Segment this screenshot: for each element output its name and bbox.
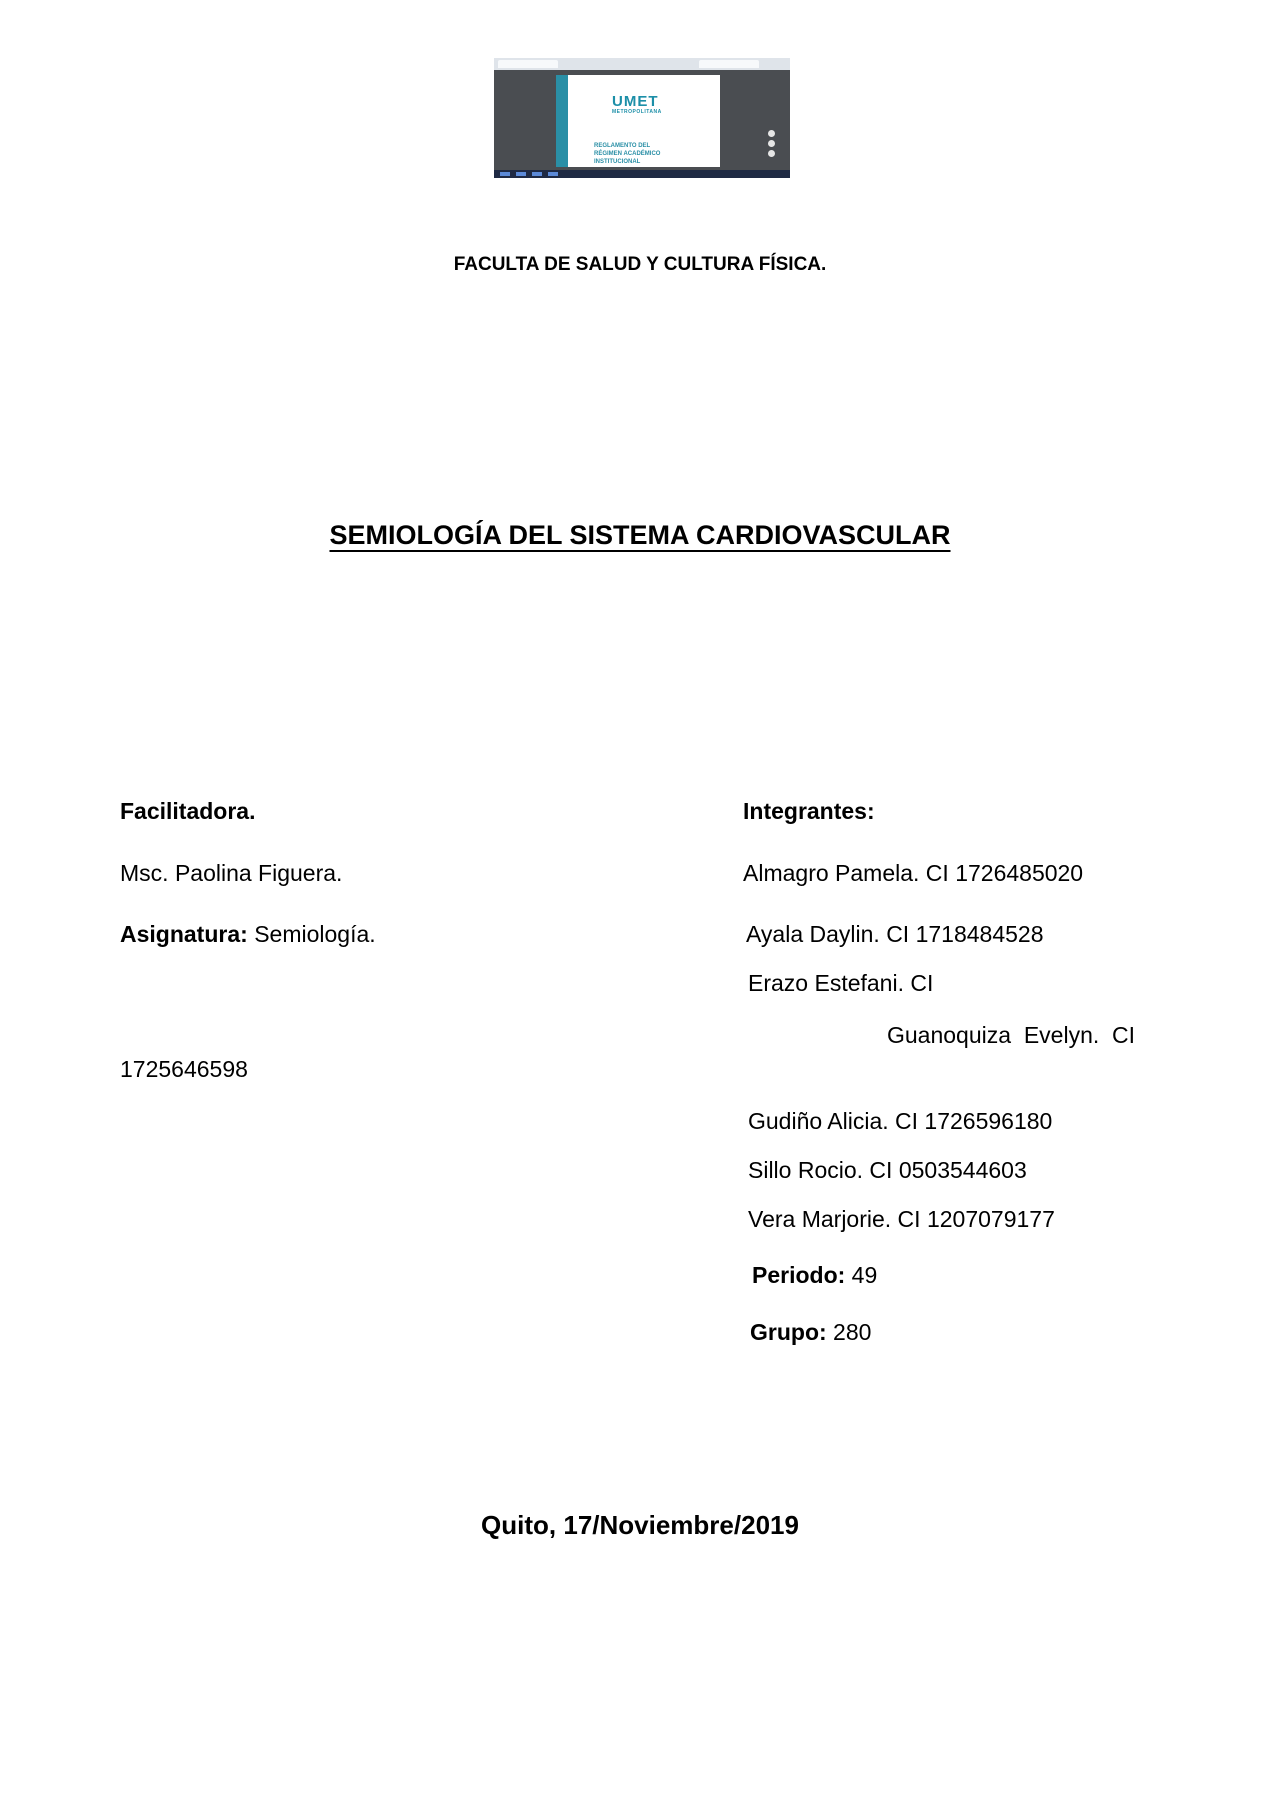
subject-line — [120, 921, 376, 948]
brand-text: UMET — [612, 93, 659, 110]
viewer-controls — [768, 130, 776, 160]
browser-tab — [699, 60, 759, 68]
facilitator-name: Msc. Paolina Figuera. — [120, 860, 343, 886]
member-item: Erazo Estefani. CI — [748, 970, 934, 996]
group-label: Grupo: — [750, 1319, 827, 1345]
faculty-heading: FACULTA DE SALUD Y CULTURA FÍSICA. — [453, 254, 827, 275]
document-spine — [556, 75, 568, 167]
subject-label: Asignatura: — [120, 921, 248, 947]
taskbar — [494, 170, 790, 178]
subject-value: Semiología. — [254, 921, 376, 947]
brand-subtext: METROPOLITANA — [612, 109, 662, 115]
member-item: Ayala Daylin. CI 1718484528 — [746, 921, 1044, 947]
group-line — [750, 1319, 871, 1346]
period-label: Periodo: — [752, 1262, 846, 1288]
group-value: 280 — [833, 1319, 872, 1345]
member-item: Guanoquiza Evelyn. CI — [887, 1022, 1136, 1048]
university-logo-screenshot — [494, 58, 790, 178]
title-wrapper — [0, 520, 1280, 551]
browser-tab — [498, 60, 558, 68]
member-item: Almagro Pamela. CI 1726485020 — [743, 860, 1084, 886]
member-item: Vera Marjorie. CI 1207079177 — [748, 1206, 1055, 1232]
document-title-text: REGLAMENTO DEL RÉGIMEN ACADÉMICO INSTITUCIONAL — [594, 143, 661, 165]
document-title: SEMIOLOGÍA DEL SISTEMA CARDIOVASCULAR — [329, 520, 951, 550]
member-id-continuation: 1725646598 — [120, 1056, 248, 1082]
member-item: Sillo Rocio. CI 0503544603 — [748, 1157, 1027, 1183]
facilitator-label: Facilitadora. — [120, 798, 256, 824]
period-value: 49 — [851, 1262, 878, 1288]
place-date: Quito, 17/Noviembre/2019 — [481, 1510, 799, 1540]
member-item: Gudiño Alicia. CI 1726596180 — [748, 1108, 1053, 1134]
members-label: Integrantes: — [743, 798, 875, 824]
period-line — [752, 1262, 877, 1289]
